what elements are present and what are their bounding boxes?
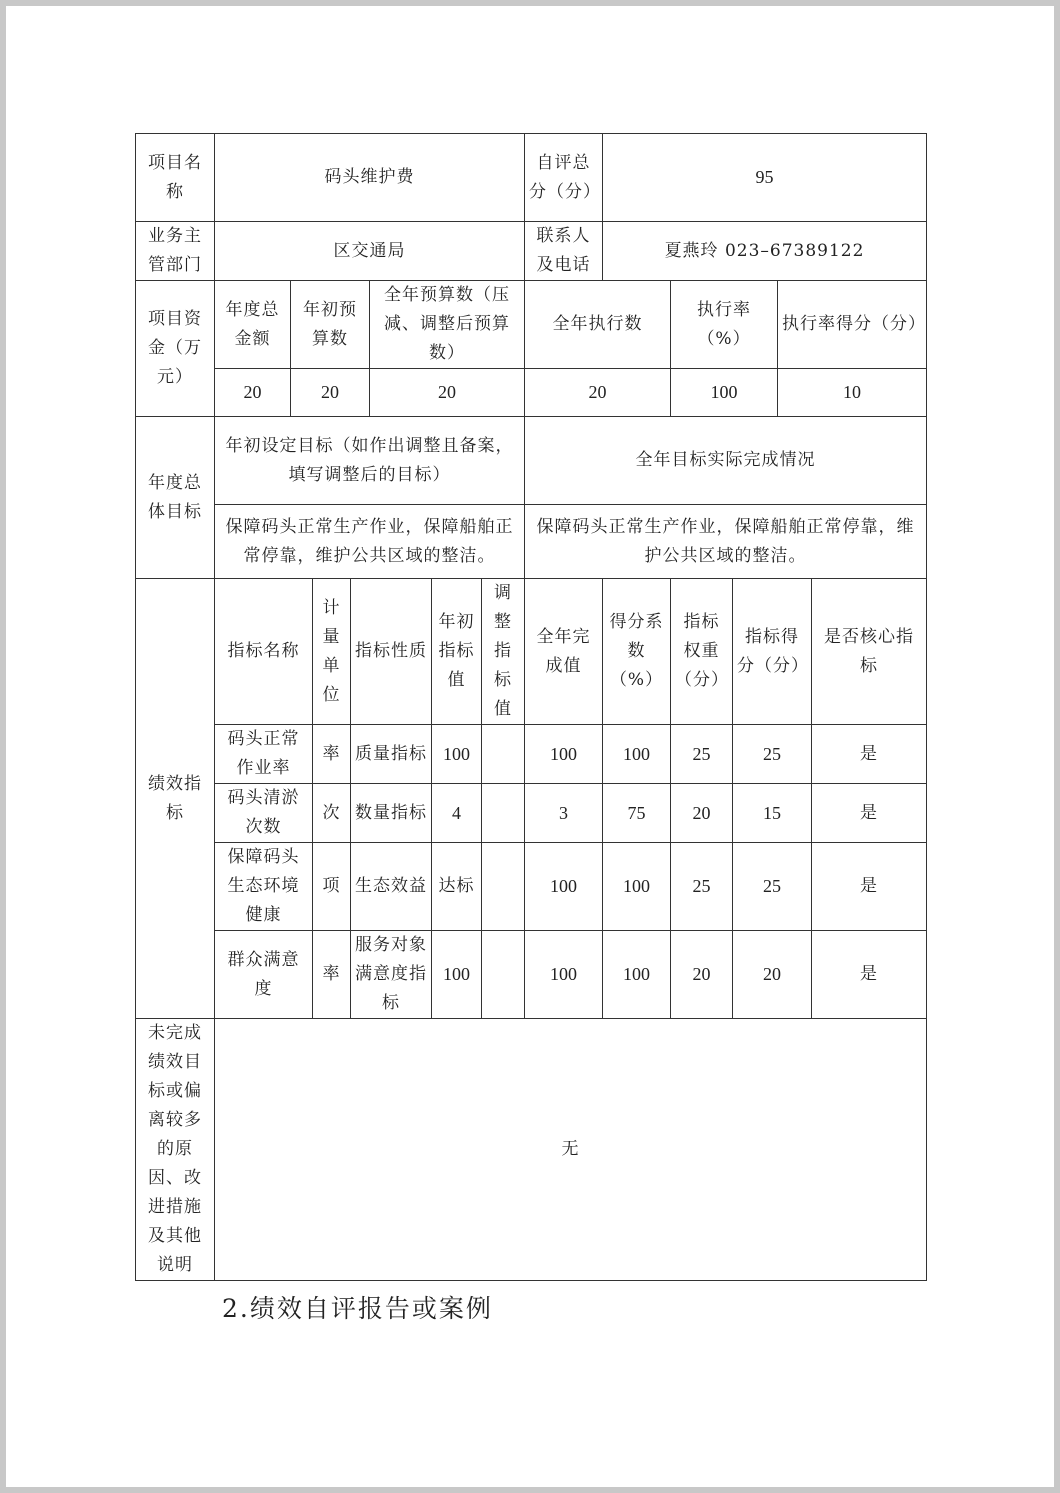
kpi-header-adjusted: 调整指标值 <box>482 579 525 725</box>
kpi-row-adjusted <box>482 784 525 843</box>
kpi-row-name: 群众满意度 <box>215 931 313 1019</box>
total-score-label: 自评总分（分） <box>525 134 603 222</box>
kpi-row-nature: 数量指标 <box>351 784 432 843</box>
kpi-row-coefficient: 100 <box>603 843 671 931</box>
funds-header-total: 年度总金额 <box>215 281 291 369</box>
remarks-row <box>136 1019 927 1281</box>
goals-set-header: 年初设定目标（如作出调整且备案，填写调整后的目标） <box>215 417 525 505</box>
funds-value-initial: 20 <box>291 369 370 417</box>
project-name-label: 项目名称 <box>136 134 215 222</box>
kpi-row-nature: 服务对象满意度指标 <box>351 931 432 1019</box>
funds-value-total: 20 <box>215 369 291 417</box>
kpi-header-row <box>136 579 927 725</box>
kpi-row-initial: 100 <box>432 725 482 784</box>
kpi-row <box>136 784 927 843</box>
kpi-row-name: 码头正常作业率 <box>215 725 313 784</box>
kpi-row-core: 是 <box>812 725 927 784</box>
kpi-row-weight: 20 <box>671 931 733 1019</box>
goals-content-row <box>136 505 927 579</box>
kpi-row-unit: 率 <box>313 931 351 1019</box>
kpi-header-score: 指标得分（分） <box>733 579 812 725</box>
kpi-row-initial: 4 <box>432 784 482 843</box>
document-page <box>6 6 1054 1487</box>
kpi-row-score: 20 <box>733 931 812 1019</box>
funds-header-rate-score: 执行率得分（分） <box>778 281 927 369</box>
section-heading: 2.绩效自评报告或案例 <box>222 1294 493 1323</box>
funds-value-rate-score: 10 <box>778 369 927 417</box>
kpi-header-completed: 全年完成值 <box>525 579 603 725</box>
kpi-row-score: 25 <box>733 843 812 931</box>
goals-actual-text: 保障码头正常生产作业，保障船舶正常停靠，维护公共区域的整洁。 <box>525 505 927 579</box>
kpi-row-adjusted <box>482 843 525 931</box>
kpi-header-coefficient: 得分系数（%） <box>603 579 671 725</box>
goals-set-text: 保障码头正常生产作业，保障船舶正常停靠，维护公共区域的整洁。 <box>215 505 525 579</box>
department-label: 业务主管部门 <box>136 222 215 281</box>
kpi-row-nature: 质量指标 <box>351 725 432 784</box>
kpi-header-name: 指标名称 <box>215 579 313 725</box>
kpi-row-coefficient: 75 <box>603 784 671 843</box>
funds-header-row <box>136 281 927 369</box>
kpi-row <box>136 725 927 784</box>
kpi-row-unit: 项 <box>313 843 351 931</box>
kpi-header-nature: 指标性质 <box>351 579 432 725</box>
kpi-header-core: 是否核心指标 <box>812 579 927 725</box>
remarks-value: 无 <box>215 1019 927 1281</box>
funds-header-executed: 全年执行数 <box>525 281 671 369</box>
kpi-row-completed: 100 <box>525 843 603 931</box>
department-row <box>136 222 927 281</box>
remarks-label: 未完成绩效目标或偏离较多的原因、改进措施及其他说明 <box>136 1019 215 1281</box>
kpi-row-unit: 率 <box>313 725 351 784</box>
total-score-value: 95 <box>603 134 927 222</box>
kpi-row-core: 是 <box>812 843 927 931</box>
kpi-row <box>136 843 927 931</box>
kpi-row-score: 15 <box>733 784 812 843</box>
kpi-row-weight: 20 <box>671 784 733 843</box>
kpi-row-initial: 达标 <box>432 843 482 931</box>
kpi-row-weight: 25 <box>671 843 733 931</box>
project-name-value: 码头维护费 <box>215 134 525 222</box>
kpi-row-score: 25 <box>733 725 812 784</box>
kpi-row-name: 保障码头生态环境健康 <box>215 843 313 931</box>
kpi-header-unit: 计量单位 <box>313 579 351 725</box>
kpi-row-coefficient: 100 <box>603 725 671 784</box>
kpi-row-core: 是 <box>812 931 927 1019</box>
kpi-row-coefficient: 100 <box>603 931 671 1019</box>
department-value: 区交通局 <box>215 222 525 281</box>
kpi-row-adjusted <box>482 931 525 1019</box>
kpi-header-initial: 年初指标值 <box>432 579 482 725</box>
funds-value-executed: 20 <box>525 369 671 417</box>
kpi-row-weight: 25 <box>671 725 733 784</box>
funds-value-row <box>136 369 927 417</box>
kpi-row-nature: 生态效益 <box>351 843 432 931</box>
performance-table <box>135 133 927 1281</box>
funds-value-adjusted: 20 <box>370 369 525 417</box>
kpi-row <box>136 931 927 1019</box>
funds-header-rate: 执行率（%） <box>671 281 778 369</box>
goals-actual-header: 全年目标实际完成情况 <box>525 417 927 505</box>
kpi-row-completed: 100 <box>525 931 603 1019</box>
funds-header-adjusted: 全年预算数（压减、调整后预算数） <box>370 281 525 369</box>
kpi-row-completed: 3 <box>525 784 603 843</box>
kpi-row-completed: 100 <box>525 725 603 784</box>
project-name-row <box>136 134 927 222</box>
goals-header-row <box>136 417 927 505</box>
kpi-label: 绩效指标 <box>136 579 215 1019</box>
contact-value: 夏燕玲 023–67389122 <box>603 222 927 281</box>
kpi-row-initial: 100 <box>432 931 482 1019</box>
kpi-row-core: 是 <box>812 784 927 843</box>
funds-label: 项目资金（万元） <box>136 281 215 417</box>
contact-label: 联系人及电话 <box>525 222 603 281</box>
funds-value-rate: 100 <box>671 369 778 417</box>
goals-label: 年度总体目标 <box>136 417 215 579</box>
kpi-header-weight: 指标权重（分） <box>671 579 733 725</box>
kpi-row-name: 码头清淤次数 <box>215 784 313 843</box>
kpi-row-unit: 次 <box>313 784 351 843</box>
funds-header-initial: 年初预算数 <box>291 281 370 369</box>
kpi-row-adjusted <box>482 725 525 784</box>
